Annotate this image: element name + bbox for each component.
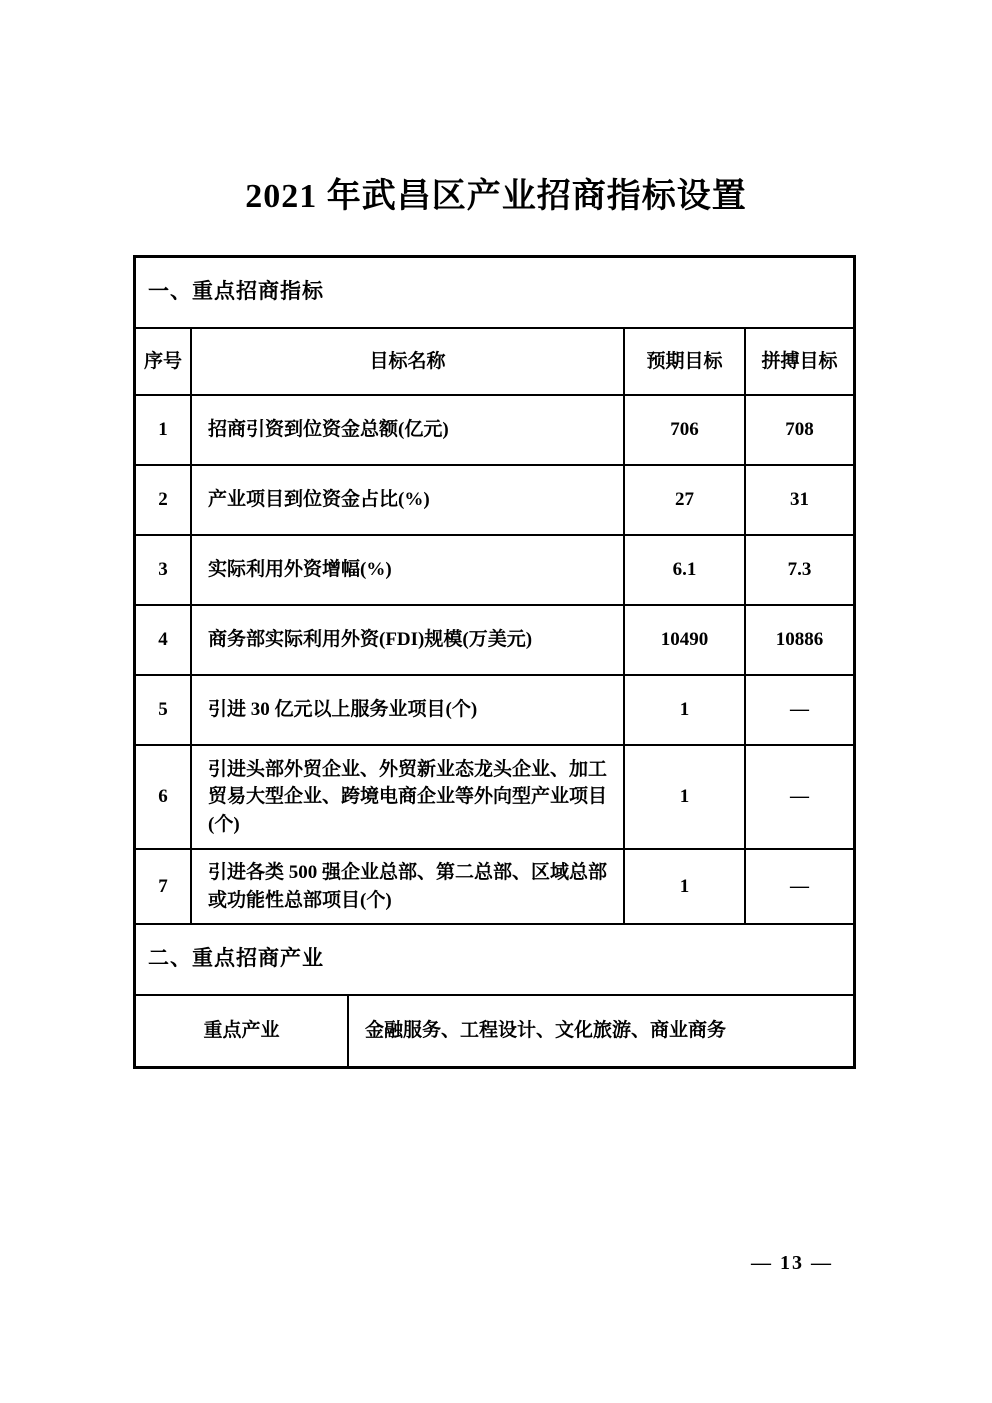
- table-row: [136, 850, 853, 925]
- row-name: 引进 30 亿元以上服务业项目(个): [192, 676, 625, 744]
- col-header-name: 目标名称: [192, 329, 625, 394]
- table-row: [136, 746, 853, 850]
- row-name: 产业项目到位资金占比(%): [192, 466, 625, 534]
- table-row: [136, 536, 853, 606]
- row-name: 实际利用外资增幅(%): [192, 536, 625, 604]
- row-stretch: —: [790, 699, 809, 721]
- row-name: 招商引资到位资金总额(亿元): [192, 396, 625, 464]
- row-stretch: —: [790, 875, 809, 897]
- row-no: 4: [136, 606, 192, 674]
- table-section-header-2: [136, 925, 853, 996]
- row-expected: 27: [625, 466, 746, 534]
- row-no: 3: [136, 536, 192, 604]
- section-2-title: 二、重点招商产业: [148, 947, 324, 971]
- row-stretch: —: [790, 786, 809, 808]
- industry-label: 重点产业: [136, 996, 349, 1066]
- col-header-expected: 预期目标: [625, 329, 746, 394]
- table-section-header-1: [136, 258, 853, 329]
- row-expected: 1: [625, 746, 746, 848]
- row-stretch: 708: [785, 419, 814, 441]
- row-stretch: 31: [790, 489, 809, 511]
- row-name: 引进头部外贸企业、外贸新业态龙头企业、加工贸易大型企业、跨境电商企业等外向型产业项目(个): [192, 746, 625, 848]
- row-expected: 10490: [625, 606, 746, 674]
- industry-value: 金融服务、工程设计、文化旅游、商业商务: [365, 1020, 727, 1042]
- row-expected: 6.1: [625, 536, 746, 604]
- table-row: [136, 466, 853, 536]
- industry-row: [136, 996, 853, 1066]
- table-row: [136, 606, 853, 676]
- row-stretch: 10886: [775, 629, 824, 651]
- table-row: [136, 676, 853, 746]
- row-no: 6: [136, 746, 192, 848]
- row-no: 1: [136, 396, 192, 464]
- row-no: 7: [136, 850, 192, 923]
- row-expected: 1: [625, 850, 746, 923]
- page-title: 2021 年武昌区产业招商指标设置: [245, 178, 747, 215]
- page-number: — 13 —: [751, 1252, 833, 1274]
- row-name: 商务部实际利用外资(FDI)规模(万美元): [192, 606, 625, 674]
- indicator-table: [133, 255, 856, 1069]
- row-expected: 1: [625, 676, 746, 744]
- row-stretch: 7.3: [787, 559, 812, 581]
- row-expected: 706: [625, 396, 746, 464]
- col-header-no: 序号: [136, 329, 192, 394]
- row-no: 5: [136, 676, 192, 744]
- section-1-title: 一、重点招商指标: [148, 280, 324, 304]
- table-row: [136, 396, 853, 466]
- row-name: 引进各类 500 强企业总部、第二总部、区域总部或功能性总部项目(个): [192, 850, 625, 923]
- col-header-stretch: 拼搏目标: [761, 350, 838, 372]
- row-no: 2: [136, 466, 192, 534]
- table-header-row: [136, 329, 853, 396]
